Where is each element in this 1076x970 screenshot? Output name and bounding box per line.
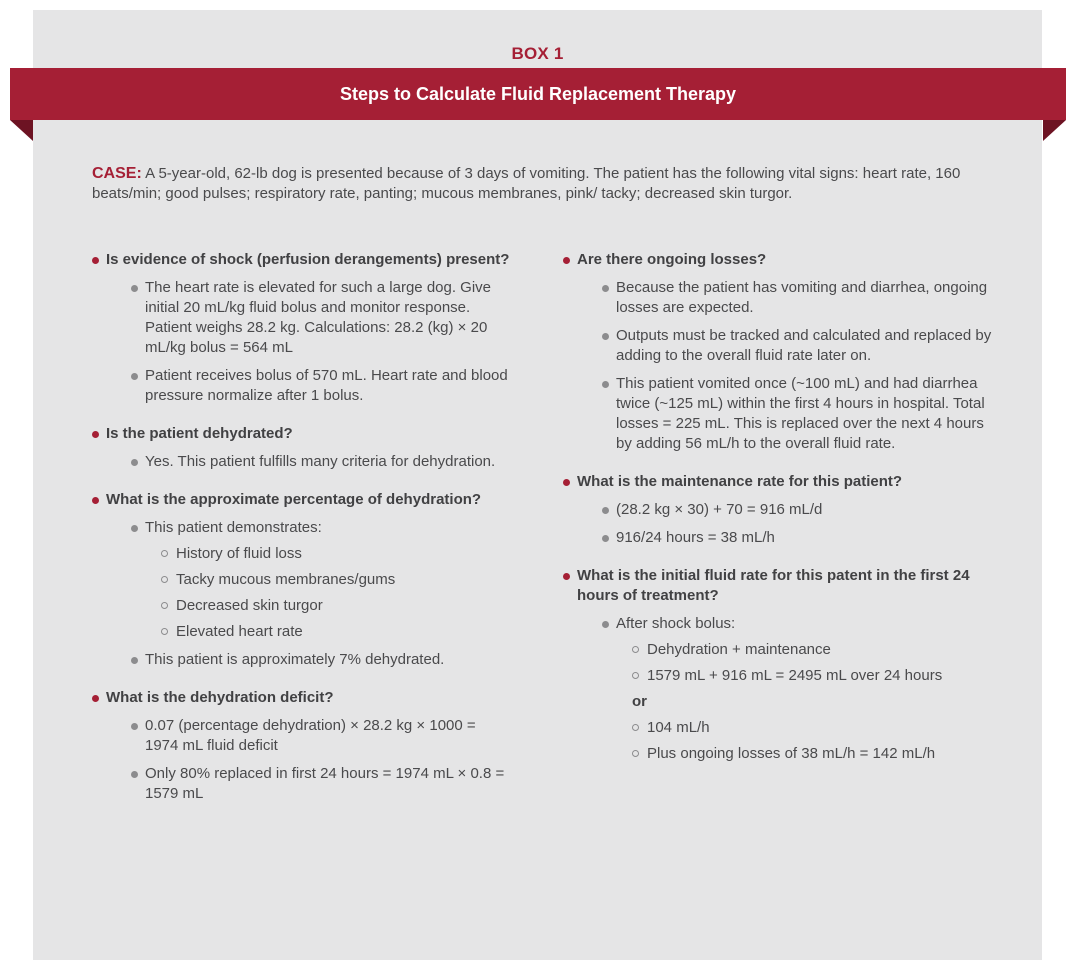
banner-fold-right [1043,120,1066,141]
bullet-dot-icon [563,257,570,264]
circle-bullet-icon [161,550,168,557]
list-item: 0.07 (percentage dehydration) × 28.2 kg × 1000 = 1974 mL fluid deficit [131,716,512,756]
bullet-dot-icon [131,525,138,532]
bullet-dot-icon [131,373,138,380]
list-item: (28.2 kg × 30) + 70 = 916 mL/d [602,500,993,520]
question-dehydrated: Is the patient dehydrated? [92,424,512,444]
sub-list-item: Plus ongoing losses of 38 mL/h = 142 mL/h [632,744,993,764]
circle-bullet-icon [632,646,639,653]
circle-bullet-icon [161,628,168,635]
question-shock: Is evidence of shock (perfusion derangements) present? [92,250,512,270]
bullet-dot-icon [602,333,609,340]
bullet-dot-icon [131,771,138,778]
bullet-dot-icon [131,723,138,730]
bullet-dot-icon [602,507,609,514]
list-item: Yes. This patient fulfills many criteria for dehydration. [131,452,512,472]
box-label: BOX 1 [511,44,564,63]
sub-list-item: Decreased skin turgor [161,596,512,616]
case-label: CASE: [92,165,142,182]
sub-list-item: Tacky mucous membranes/gums [161,570,512,590]
list-item: The heart rate is elevated for such a large dog. Give initial 20 mL/kg fluid bolus and monitor response. Patient weighs 28.2 kg. Calculations: 28.2 (kg) × 20 mL/kg bolus = 564 mL [131,278,512,358]
list-item: This patient demonstrates: [131,518,512,538]
bullet-dot-icon [602,285,609,292]
bullet-dot-icon [92,497,99,504]
sub-list-item: Elevated heart rate [161,622,512,642]
list-item: This patient vomited once (~100 mL) and had diarrhea twice (~125 mL) within the first 4 hours in hospital. Total losses = 225 mL. This is replaced over the next 4 hours by adding 56 mL/h to the overall fluid rate. [602,374,993,454]
sub-list-item: 104 mL/h [632,718,993,738]
list-item: This patient is approximately 7% dehydrated. [131,650,512,670]
case-text: A 5-year-old, 62-lb dog is presented because of 3 days of vomiting. The patient has the following vital signs: heart rate, 160 beats/min; good pulses; respiratory rate, panting; mucous membranes, pink/ tacky; decreased skin turgor. [92,165,961,202]
bullet-dot-icon [131,285,138,292]
bullet-dot-icon [92,695,99,702]
case-description [92,164,972,204]
list-item: Outputs must be tracked and calculated and replaced by adding to the overall fluid rate later on. [602,326,993,366]
question-deficit: What is the dehydration deficit? [92,688,512,708]
bullet-dot-icon [563,573,570,580]
circle-bullet-icon [632,750,639,757]
question-percentage: What is the approximate percentage of dehydration? [92,490,512,510]
right-column [563,250,993,764]
bullet-dot-icon [131,657,138,664]
or-separator: or [632,693,647,710]
bullet-dot-icon [92,431,99,438]
list-item: Patient receives bolus of 570 mL. Heart rate and blood pressure normalize after 1 bolus. [131,366,512,406]
list-item: Because the patient has vomiting and diarrhea, ongoing losses are expected. [602,278,993,318]
circle-bullet-icon [632,672,639,679]
sub-list-item: History of fluid loss [161,544,512,564]
list-item: 916/24 hours = 38 mL/h [602,528,993,548]
bullet-dot-icon [602,535,609,542]
banner-fold-left [10,120,33,141]
bullet-dot-icon [131,459,138,466]
bullet-dot-icon [602,381,609,388]
bullet-dot-icon [602,621,609,628]
circle-bullet-icon [161,576,168,583]
list-item: After shock bolus: [602,614,993,634]
left-column [92,250,512,804]
question-ongoing-losses: Are there ongoing losses? [563,250,993,270]
bullet-dot-icon [563,479,570,486]
list-item: Only 80% replaced in first 24 hours = 1974 mL × 0.8 = 1579 mL [131,764,512,804]
circle-bullet-icon [161,602,168,609]
question-initial-rate: What is the initial fluid rate for this patent in the first 24 hours of treatment? [563,566,993,606]
title-banner: Steps to Calculate Fluid Replacement Therapy [10,68,1066,120]
sub-list-item: Dehydration + maintenance [632,640,993,660]
circle-bullet-icon [632,724,639,731]
bullet-dot-icon [92,257,99,264]
sub-list-item: 1579 mL + 916 mL = 2495 mL over 24 hours [632,666,993,686]
question-maintenance-rate: What is the maintenance rate for this patient? [563,472,993,492]
